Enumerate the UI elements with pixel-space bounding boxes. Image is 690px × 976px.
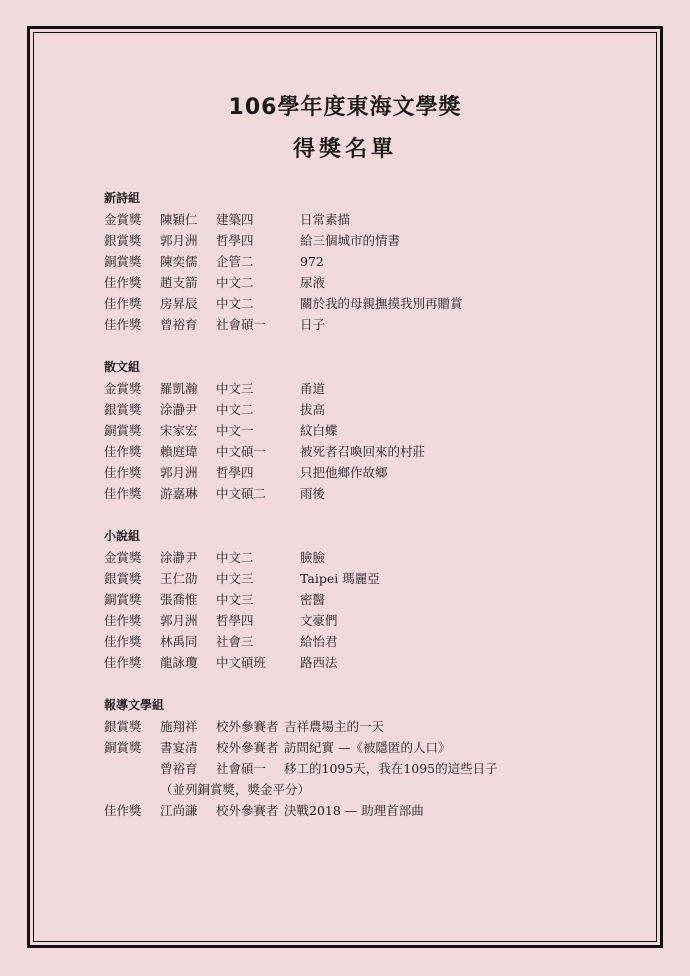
department: 中文二 (216, 296, 254, 311)
award-level: 佳作獎 (104, 317, 142, 332)
winner-name: 郭月洲 (160, 613, 198, 628)
winner-name: 陳奕儒 (160, 254, 198, 269)
department: 校外參賽者 (216, 740, 279, 755)
work-title: 雨後 (300, 486, 326, 501)
award-row (104, 652, 624, 673)
award-level: 佳作獎 (104, 486, 142, 501)
work-title: 關於我的母親撫摸我別再贈賞 (300, 296, 463, 311)
work-title: 決戰2018 — 助理首部曲 (284, 803, 424, 818)
winner-name: 曾裕育 (160, 317, 198, 332)
department: 社會三 (216, 634, 254, 649)
winner-name: 施翔祥 (160, 719, 198, 734)
award-level: 金賞獎 (104, 212, 142, 227)
department: 中文二 (216, 275, 254, 290)
department: 中文碩班 (216, 655, 267, 670)
work-title: 文豪們 (300, 613, 338, 628)
department: 校外參賽者 (216, 803, 279, 818)
award-level: 銀賞獎 (104, 719, 142, 734)
work-title: 吉祥農場主的一天 (284, 719, 385, 734)
winner-name: 賴庭瑋 (160, 444, 198, 459)
department: 建築四 (216, 212, 254, 227)
work-title: Taipei 瑪麗亞 (300, 571, 380, 586)
award-row (104, 272, 624, 293)
winner-name: 涂瀞尹 (160, 550, 198, 565)
department: 校外參賽者 (216, 719, 279, 734)
award-row (104, 251, 624, 272)
winner-name: 羅凱瀚 (160, 381, 198, 396)
work-title: 密醫 (300, 592, 326, 607)
winner-name: 郭月洲 (160, 465, 198, 480)
award-row (104, 779, 624, 800)
award-section (104, 695, 624, 821)
work-title: 拔高 (300, 402, 326, 417)
work-title: 給三個城市的情書 (300, 233, 401, 248)
winner-name: 宋家宏 (160, 423, 198, 438)
work-title: 日常素描 (300, 212, 351, 227)
award-row (104, 716, 624, 737)
award-level: 佳作獎 (104, 613, 142, 628)
winner-name: 張喬惟 (160, 592, 198, 607)
award-level: 銀賞獎 (104, 233, 142, 248)
award-row (104, 293, 624, 314)
winner-name: 涂瀞尹 (160, 402, 198, 417)
award-row (104, 399, 624, 420)
award-level: 佳作獎 (104, 655, 142, 670)
section-title: 報導文學組 (104, 698, 165, 712)
section-title: 新詩組 (104, 191, 141, 205)
award-level: 佳作獎 (104, 275, 142, 290)
section-title: 小說組 (104, 529, 141, 543)
award-level: 佳作獎 (104, 634, 142, 649)
award-level: 佳作獎 (104, 444, 142, 459)
award-row (104, 631, 624, 652)
award-level: 銅賞獎 (104, 592, 142, 607)
section-title: 散文組 (104, 360, 141, 374)
work-title: 路西法 (300, 655, 338, 670)
award-row (104, 378, 624, 399)
winner-name: 龍詠瓊 (160, 655, 198, 670)
department: 企管二 (216, 254, 254, 269)
award-section (104, 526, 624, 673)
work-title: 被死者召喚回來的村莊 (300, 444, 426, 459)
page-title: 106學年度東海文學獎 (228, 95, 462, 120)
award-row (104, 441, 624, 462)
award-section (104, 188, 624, 335)
work-title: 只把他鄉作故鄉 (300, 465, 388, 480)
department: 中文碩二 (216, 486, 267, 501)
award-level: 金賞獎 (104, 550, 142, 565)
work-title: 臉臉 (300, 550, 326, 565)
work-title: 給怡君 (300, 634, 338, 649)
department: 中文二 (216, 402, 254, 417)
department: 哲學四 (216, 465, 254, 480)
winner-name: 房昇辰 (160, 296, 198, 311)
work-title: 移工的1095天，我在1095的這些日子 (284, 761, 498, 776)
winner-name: 曾裕育 (160, 761, 198, 776)
work-title: 紋白蝶 (300, 423, 338, 438)
award-level: 銅賞獎 (104, 740, 142, 755)
award-level: 銅賞獎 (104, 423, 142, 438)
award-level: 銅賞獎 (104, 254, 142, 269)
award-level: 佳作獎 (104, 465, 142, 480)
department: 中文三 (216, 381, 254, 396)
award-row (104, 230, 624, 251)
award-row (104, 758, 624, 779)
award-level: 佳作獎 (104, 296, 142, 311)
department: 中文碩一 (216, 444, 267, 459)
award-row (104, 209, 624, 230)
department: 哲學四 (216, 233, 254, 248)
department: 中文二 (216, 550, 254, 565)
department: 哲學四 (216, 613, 254, 628)
winner-name: 陳穎仁 (160, 212, 198, 227)
department: 中文三 (216, 571, 254, 586)
work-title: 尿液 (300, 275, 326, 290)
award-row (104, 483, 624, 504)
work-title: 972 (300, 254, 324, 269)
winner-name: 趙支箭 (160, 275, 198, 290)
award-row (104, 610, 624, 631)
work-title: 甬道 (300, 381, 326, 396)
department: 社會碩一 (216, 317, 267, 332)
award-list (104, 188, 624, 843)
winner-name: 游嘉琳 (160, 486, 198, 501)
winner-name: 王仁劭 (160, 571, 198, 586)
winner-name: 江尚謙 (160, 803, 198, 818)
award-level: 銀賞獎 (104, 402, 142, 417)
award-row (104, 547, 624, 568)
award-row (104, 314, 624, 335)
award-row (104, 589, 624, 610)
page-subtitle: 得獎名單 (292, 137, 397, 162)
work-title: 訪問紀實 —《被隱匿的人口》 (284, 740, 451, 755)
award-row (104, 420, 624, 441)
department: 社會碩一 (216, 761, 267, 776)
award-row (104, 737, 624, 758)
award-row (104, 568, 624, 589)
award-level: 金賞獎 (104, 381, 142, 396)
work-title: 日子 (300, 317, 326, 332)
department: 中文三 (216, 592, 254, 607)
winner-name: （並列銅賞獎，獎金平分） (160, 782, 311, 797)
winner-name: 書宴清 (160, 740, 198, 755)
award-level: 銀賞獎 (104, 571, 142, 586)
award-row (104, 800, 624, 821)
award-section (104, 357, 624, 504)
award-row (104, 462, 624, 483)
award-level: 佳作獎 (104, 803, 142, 818)
winner-name: 林禹同 (160, 634, 198, 649)
winner-name: 郭月洲 (160, 233, 198, 248)
department: 中文一 (216, 423, 254, 438)
